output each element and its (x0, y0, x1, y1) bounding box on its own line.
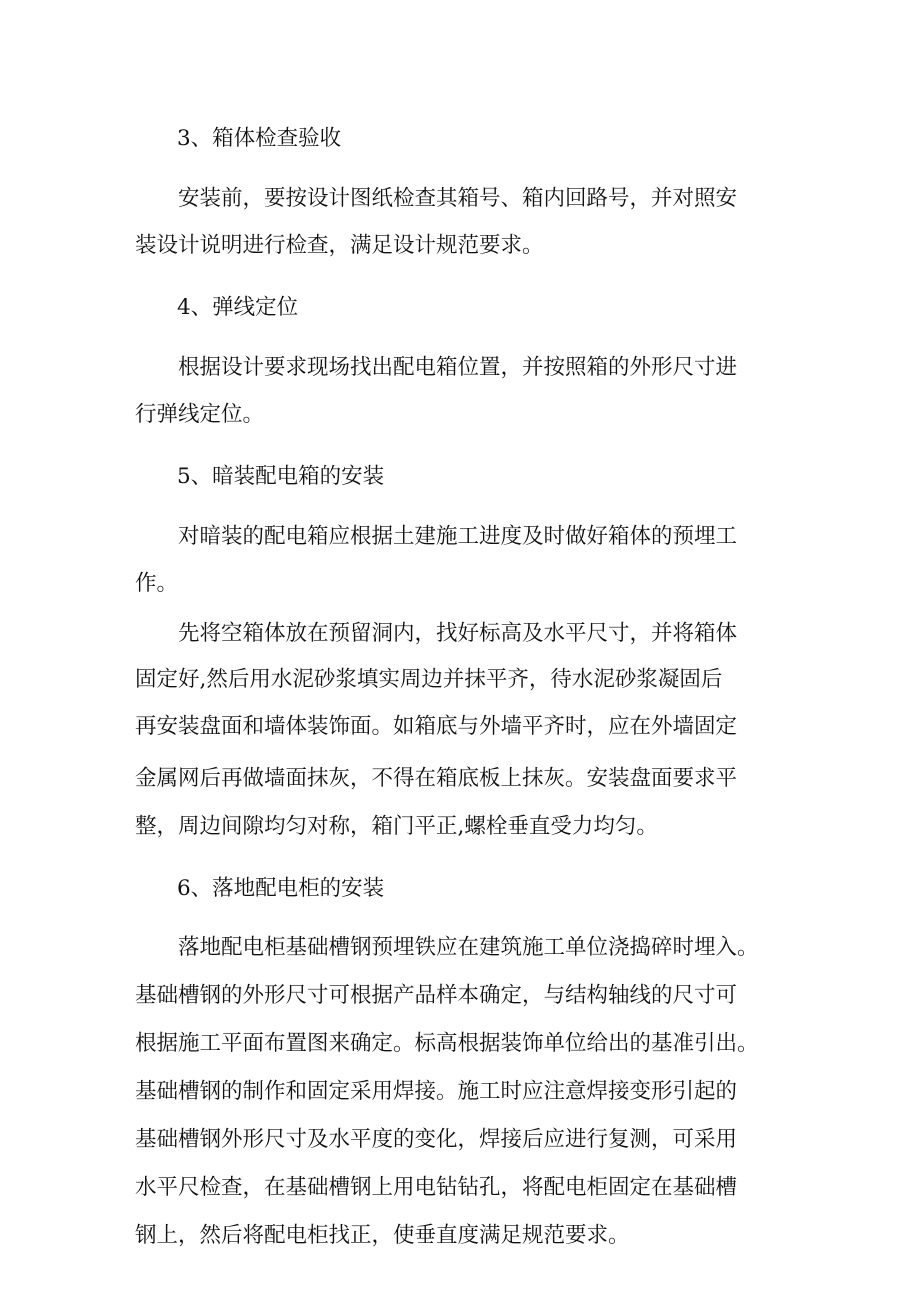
paragraph-line: 再安装盘面和墙体装饰面。如箱底与外墙平齐时，应在外墙固定 (135, 714, 738, 739)
paragraph-line: 行弹线定位。 (135, 402, 265, 427)
paragraph-line: 安装前，要按设计图纸检查其箱号、箱内回路号，并对照安 (178, 186, 738, 211)
paragraph-line: 水平尺检查，在基础槽钢上用电钻钻孔，将配电柜固定在基础槽 (135, 1175, 738, 1200)
paragraph-line: 根据设计要求现场找出配电箱位置，并按照箱的外形尺寸进 (178, 355, 738, 380)
paragraph-line: 作。 (135, 571, 179, 596)
paragraph-line: 基础槽钢的外形尺寸可根据产品样本确定，与结构轴线的尺寸可 (135, 983, 738, 1008)
paragraph-line: 落地配电柜基础槽钢预埋铁应在建筑施工单位浇捣碎时埋入。 (178, 935, 759, 960)
paragraph-line: 金属网后再做墙面抹灰，不得在箱底板上抹灰。安装盘面要求平 (135, 766, 738, 791)
paragraph-line: 根据施工平面布置图来确定。标高根据装饰单位给出的基准引出。 (135, 1031, 759, 1056)
section-heading-6: 6、落地配电柜的安装 (177, 876, 385, 901)
paragraph-line: 固定好,然后用水泥砂浆填实周边并抹平齐，待水泥砂浆凝固后 (135, 667, 723, 692)
section-heading-3: 3、箱体检查验收 (177, 126, 342, 151)
paragraph-line: 装设计说明进行检查，满足设计规范要求。 (135, 233, 544, 258)
paragraph-line: 先将空箱体放在预留洞内，找好标高及水平尺寸，并将箱体 (178, 621, 738, 646)
paragraph-line: 基础槽钢外形尺寸及水平度的变化，焊接后应进行复测，可采用 (135, 1127, 738, 1152)
paragraph-line: 整，周边间隙均匀对称，箱门平正,螺栓垂直受力均匀。 (135, 814, 658, 839)
paragraph-line: 基础槽钢的制作和固定采用焊接。施工时应注意焊接变形引起的 (135, 1079, 738, 1104)
paragraph-line: 对暗装的配电箱应根据土建施工进度及时做好箱体的预埋工 (178, 524, 738, 549)
paragraph-line: 钢上，然后将配电柜找正，使垂直度满足规范要求。 (135, 1223, 630, 1248)
section-heading-5: 5、暗装配电箱的安装 (177, 464, 385, 489)
section-heading-4: 4、弹线定位 (177, 295, 299, 320)
